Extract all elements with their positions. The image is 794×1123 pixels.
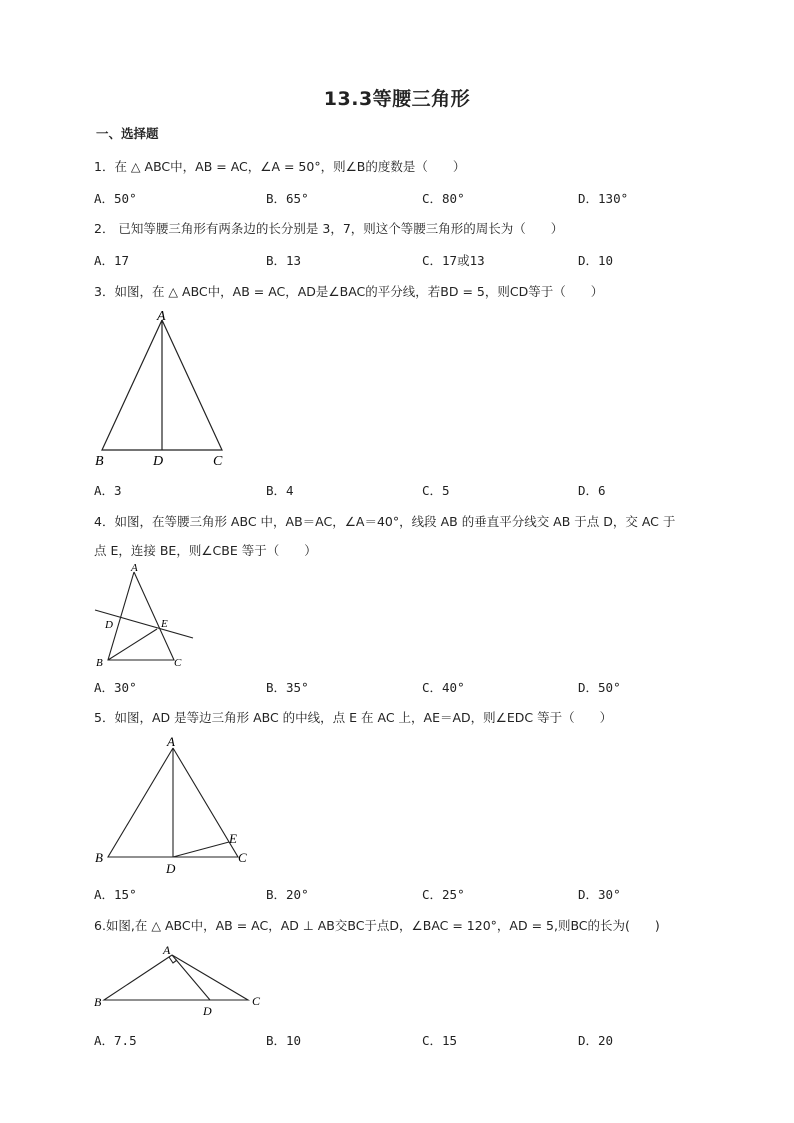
question-5-option-c: C．25° [422, 887, 465, 902]
question-4-option-c: C．40° [422, 680, 465, 695]
question-3-option-c: C．5 [422, 483, 450, 498]
question-5-option-d: D．30° [578, 887, 621, 902]
question-3-option-b: B．4 [266, 483, 294, 498]
label-c: C [238, 850, 247, 865]
label-c: C [252, 994, 261, 1008]
segment-de [173, 842, 229, 857]
label-c: C [174, 657, 182, 669]
label-b: B [96, 657, 103, 669]
question-1-option-a: A．50° [94, 191, 137, 206]
question-4-option-a: A．30° [94, 680, 137, 695]
label-b: B [95, 850, 103, 865]
label-c: C [213, 454, 223, 469]
section-heading: 一、选择题 [96, 126, 159, 141]
question-6-figure [90, 938, 270, 1018]
question-5-option-a: A．15° [94, 887, 137, 902]
question-3-option-d: D．6 [578, 483, 606, 498]
page-title: 13.3等腰三角形 [323, 88, 471, 110]
question-6-stem: 6.如图,在 △ ABC中，AB = AC，AD ⊥ AB交BC于点D，∠BAC = 120°，AD = 5,则BC的长为( ) [94, 918, 660, 933]
question-4-stem-line2: 点 E，连接 BE，则∠CBE 等于（ ） [94, 543, 317, 558]
question-3-option-a: A．3 [94, 483, 122, 498]
question-1-stem: 1．在 △ ABC中，AB = AC，∠A = 50°，则∠B的度数是（ ） [94, 159, 466, 174]
question-6-option-c: C．15 [422, 1033, 458, 1048]
label-e: E [229, 831, 237, 846]
label-a: A [157, 309, 166, 324]
triangle-abc [104, 955, 248, 1000]
label-d: D [203, 1004, 212, 1018]
question-1-option-c: C．80° [422, 191, 465, 206]
question-2-option-a: A．17 [94, 253, 130, 268]
question-5-stem: 5．如图，AD 是等边三角形 ABC 的中线，点 E 在 AC 上，AE＝AD，则∠EDC 等于（ ） [94, 710, 613, 725]
question-4-option-d: D．50° [578, 680, 621, 695]
question-2-stem: 2． 已知等腰三角形有两条边的长分别是 3，7，则这个等腰三角形的周长为（ ） [94, 221, 564, 236]
label-b: B [95, 454, 104, 469]
question-1-option-d: D．130° [578, 191, 629, 206]
question-3-figure [92, 306, 252, 469]
label-d: D [153, 454, 164, 469]
question-6-option-b: B．10 [266, 1033, 302, 1048]
question-5-option-b: B．20° [266, 887, 309, 902]
question-5-figure [90, 730, 260, 880]
question-4-stem: 4．如图，在等腰三角形 ABC 中，AB＝AC，∠A＝40°，线段 AB 的垂直平分线交 AB 于点 D，交 AC 于 [94, 514, 676, 529]
question-2-option-c: C．17或13 [422, 253, 485, 268]
question-6-option-d: D．20 [578, 1033, 614, 1048]
label-d: D [105, 619, 113, 631]
question-4-figure [90, 560, 200, 670]
segment-ad [172, 955, 210, 1000]
label-e: E [161, 618, 168, 630]
question-6-option-a: A．7.5 [94, 1033, 137, 1048]
label-a: A [131, 562, 138, 574]
question-2-option-d: D．10 [578, 253, 614, 268]
label-b: B [94, 995, 102, 1009]
label-d: D [166, 861, 176, 876]
question-3-stem: 3．如图，在 △ ABC中，AB = AC，AD是∠BAC的平分线，若BD = 5，则CD等于（ ） [94, 284, 604, 299]
label-a: A [163, 943, 171, 957]
question-4-option-b: B．35° [266, 680, 309, 695]
question-2-option-b: B．13 [266, 253, 302, 268]
question-1-option-b: B．65° [266, 191, 309, 206]
label-a: A [167, 734, 175, 749]
